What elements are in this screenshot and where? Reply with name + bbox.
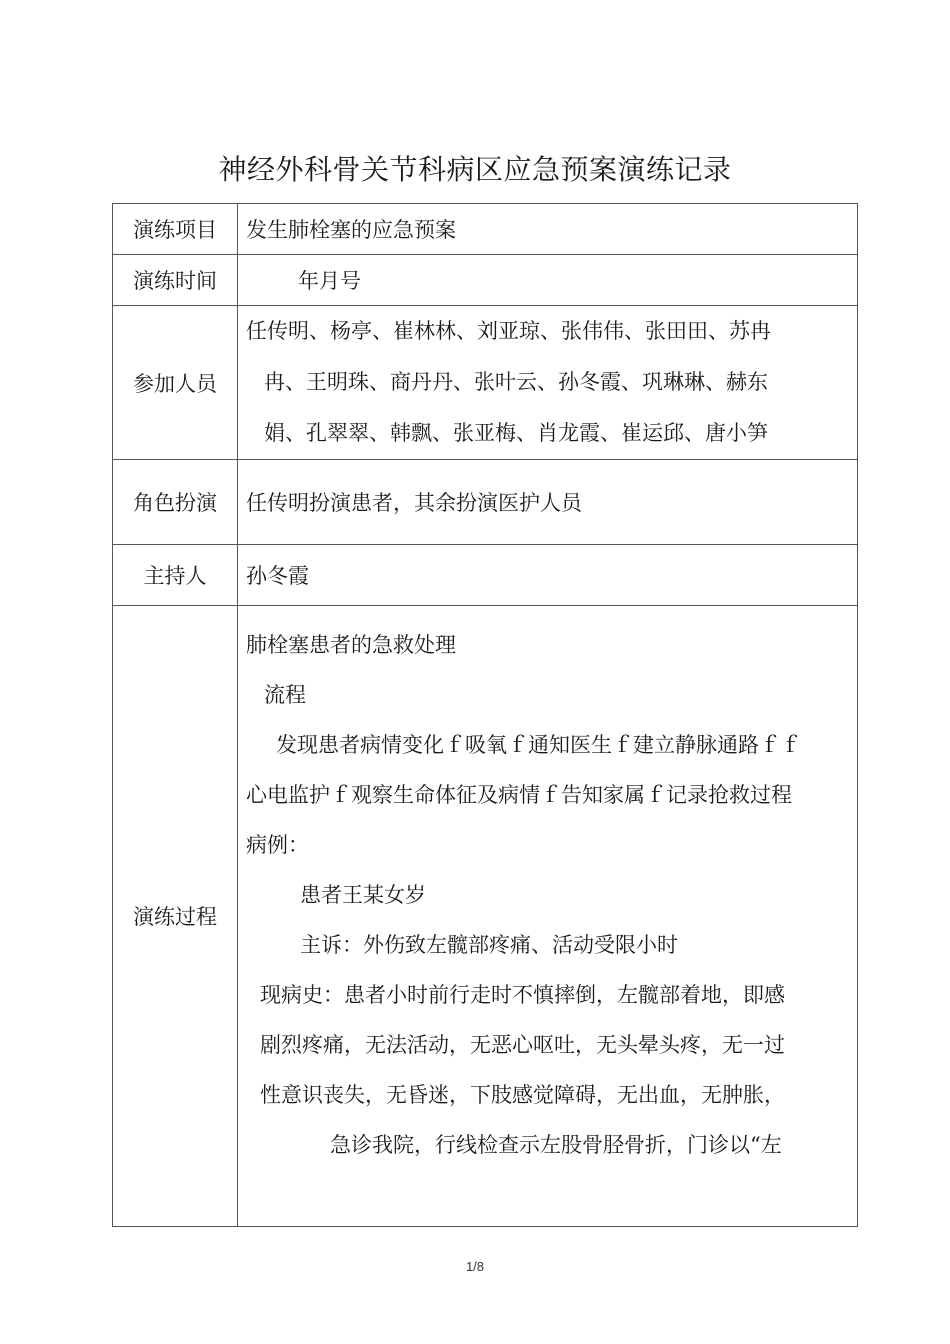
value-drill-time: 年月号 [298,269,361,293]
participants-line: 娟、孔翠翠、韩飘、张亚梅、肖龙霞、崔运邱、唐小笋 [264,421,768,445]
process-line: 现病史：患者小时前行走时不慎摔倒，左髋部着地，即感 [260,983,785,1007]
row-host [113,545,858,606]
row-drill-project [113,204,858,255]
label-role-play: 角色扮演 [113,460,238,545]
process-line: 病例： [246,833,309,857]
label-drill-time: 演练时间 [113,255,238,306]
page-number: 1/8 [465,1259,485,1274]
label-host: 主持人 [113,545,238,606]
process-line: 剧烈疼痛，无法活动，无恶心呕吐，无头晕头疼，无一过 [260,1033,785,1057]
row-role-play [113,460,858,545]
value-drill-time-cell [238,255,858,306]
process-line: 流程 [264,683,306,707]
participants-line: 任传明、杨亭、崔林林、刘亚琼、张伟伟、张田田、苏冉 [246,319,771,343]
row-drill-time [113,255,858,306]
value-host: 孙冬霞 [238,545,858,606]
process-line: 性意识丧失，无昏迷，下肢感觉障碍，无出血，无肿胀， [260,1083,785,1107]
process-line: 心电监护ｆ观察生命体征及病情ｆ告知家属ｆ记录抢救过程 [246,783,792,807]
process-line: 急诊我院，行线检查示左股骨胫骨折，门诊以“左 [330,1133,782,1157]
process-line: 肺栓塞患者的急救处理 [246,633,456,657]
value-role-play: 任传明扮演患者，其余扮演医护人员 [238,460,858,545]
value-drill-process [238,606,858,1227]
row-drill-process [113,606,858,1227]
drill-record-table [112,203,858,1227]
process-line: 主诉：外伤致左髋部疼痛、活动受限小时 [300,933,678,957]
process-line: 发现患者病情变化ｆ吸氧ｆ通知医生ｆ建立静脉通路ｆｆ [276,733,801,757]
process-line: 患者王某女岁 [300,883,426,907]
label-participants: 参加人员 [113,306,238,460]
row-participants [113,306,858,460]
value-drill-project: 发生肺栓塞的应急预案 [238,204,858,255]
document-title: 神经外科骨关节科病区应急预案演练记录 [218,153,732,186]
label-drill-process: 演练过程 [113,606,238,1227]
value-participants [238,306,858,460]
label-drill-project: 演练项目 [113,204,238,255]
participants-line: 冉、王明珠、商丹丹、张叶云、孙冬霞、巩琳琳、赫东 [264,370,768,394]
